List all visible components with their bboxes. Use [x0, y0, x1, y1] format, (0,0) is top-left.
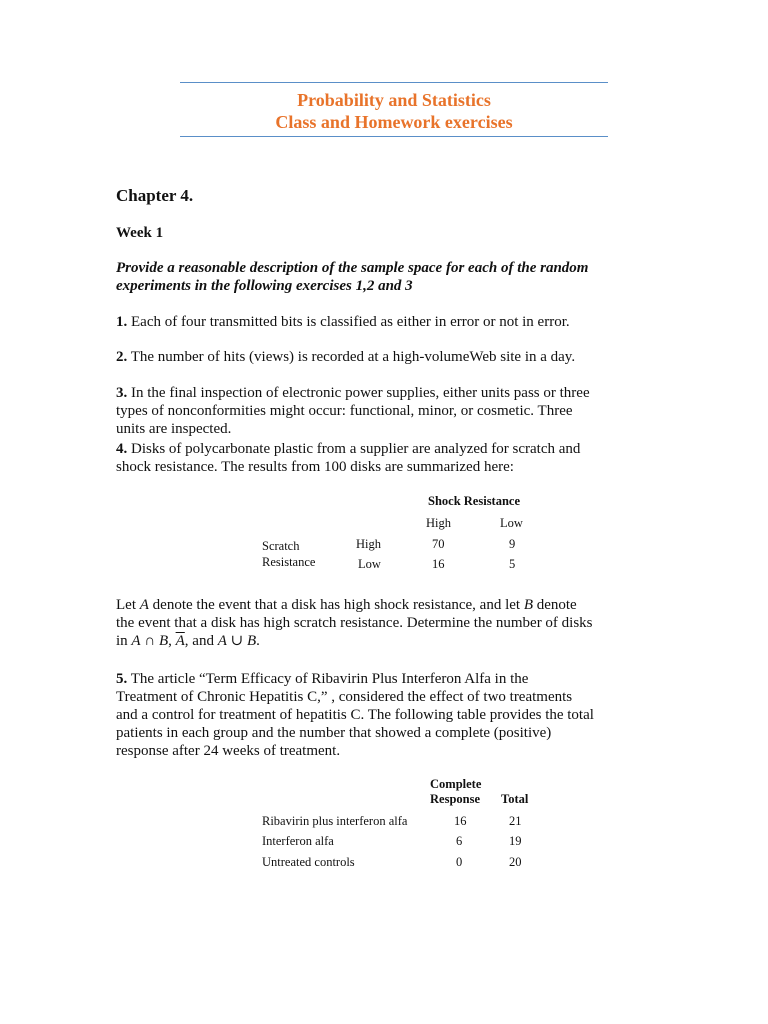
exercise-3 [116, 384, 676, 438]
text-fragment: Let [116, 597, 140, 613]
week-heading: Week 1 [116, 225, 164, 241]
exercise-5-line-3: and a control for treatment of hepatitis C. The following table provides the total [116, 707, 594, 723]
title-bottom-rule [180, 136, 608, 137]
table1-header: Shock Resistance [428, 494, 521, 508]
table-cell: 16 [454, 814, 467, 828]
table1-row-label-2: Resistance [262, 555, 316, 569]
text-fragment: denote [532, 597, 577, 613]
table2-col-complete-1: Complete [430, 777, 482, 791]
exercise-4-number: 4. [116, 441, 128, 457]
instructions-line-1: Provide a reasonable description of the sample space for each of the random [116, 260, 589, 276]
table2-col-complete-2: Response [430, 792, 481, 806]
var-b: B [246, 633, 257, 649]
exercise-4-line-1: Disks of polycarbonate plastic from a supplier are analyzed for scratch and [127, 441, 581, 457]
table-row-label: Ribavirin plus interferon alfa [262, 814, 408, 828]
table-cell: 20 [509, 855, 522, 869]
table1-cell: 16 [432, 557, 445, 571]
var-a: A [139, 597, 149, 613]
exercise-2-number: 2. [116, 349, 128, 365]
table-row-label: Untreated controls [262, 855, 355, 869]
table1-row-high: High [356, 537, 381, 551]
exercise-1-number: 1. [116, 314, 128, 330]
var-b: B [523, 597, 533, 613]
exercise-4 [116, 440, 676, 476]
intersection-symbol: ∩ [140, 633, 159, 649]
table-row-label: Interferon alfa [262, 834, 334, 848]
exercise-4-question [116, 596, 676, 650]
exercise-3-line-1: In the final inspection of electronic power supplies, either units pass or three [127, 385, 590, 401]
exercise-5-line-2: Treatment of Chronic Hepatitis C,” , considered the effect of two treatments [116, 689, 573, 705]
exercise-4-question-line-2: the event that a disk has high scratch resistance. Determine the number of disks [116, 615, 593, 631]
exercise-5-line-1: The article “Term Efficacy of Ribavirin Plus Interferon Alfa in the [127, 671, 529, 687]
var-a-complement: $\overline{A}$ [175, 633, 185, 649]
table2-col-total: Total [501, 792, 529, 806]
var-a: A [131, 633, 141, 649]
table1-col-high: High [426, 516, 451, 530]
table-cell: 19 [509, 834, 522, 848]
exercise-3-line-3: units are inspected. [116, 421, 232, 437]
union-symbol: ∪ [226, 633, 247, 649]
table1-col-low: Low [500, 516, 523, 530]
exercise-2-text: The number of hits (views) is recorded at a high-volumeWeb site in a day. [127, 349, 576, 365]
exercise-2 [116, 348, 676, 366]
title-line-1: Probability and Statistics [297, 90, 491, 110]
table1-row-label-1: Scratch [262, 539, 300, 553]
table-cell: 0 [456, 855, 463, 869]
exercise-5 [116, 670, 676, 760]
table1-cell: 70 [432, 537, 445, 551]
exercise-3-line-2: types of nonconformities might occur: functional, minor, or cosmetic. Three [116, 403, 573, 419]
table-cell: 6 [456, 834, 463, 848]
table-cell: 21 [509, 814, 522, 828]
instructions [116, 259, 676, 295]
table1-cell: 9 [509, 537, 516, 551]
text-fragment: denote the event that a disk has high shock resistance, and let [148, 597, 524, 613]
exercise-5-line-4: patients in each group and the number that showed a complete (positive) [116, 725, 552, 741]
text-fragment: , [168, 633, 176, 649]
text-fragment: , and [184, 633, 218, 649]
chapter-heading: Chapter 4. [116, 186, 194, 205]
table1-cell: 5 [509, 557, 516, 571]
exercise-4-line-2: shock resistance. The results from 100 disks are summarized here: [116, 459, 514, 475]
document-title [180, 89, 608, 133]
exercise-1-text: Each of four transmitted bits is classified as either in error or not in error. [127, 314, 570, 330]
var-a: A [217, 633, 227, 649]
text-fragment: . [256, 633, 260, 649]
exercise-3-number: 3. [116, 385, 128, 401]
exercise-5-line-5: response after 24 weeks of treatment. [116, 743, 341, 759]
exercise-1 [116, 313, 676, 331]
exercise-5-number: 5. [116, 671, 128, 687]
title-line-2: Class and Homework exercises [275, 112, 513, 132]
title-top-rule [180, 82, 608, 83]
instructions-line-2: experiments in the following exercises 1,2 and 3 [116, 278, 413, 294]
var-b: B [158, 633, 169, 649]
table1-row-low: Low [358, 557, 381, 571]
text-fragment: in [116, 633, 132, 649]
